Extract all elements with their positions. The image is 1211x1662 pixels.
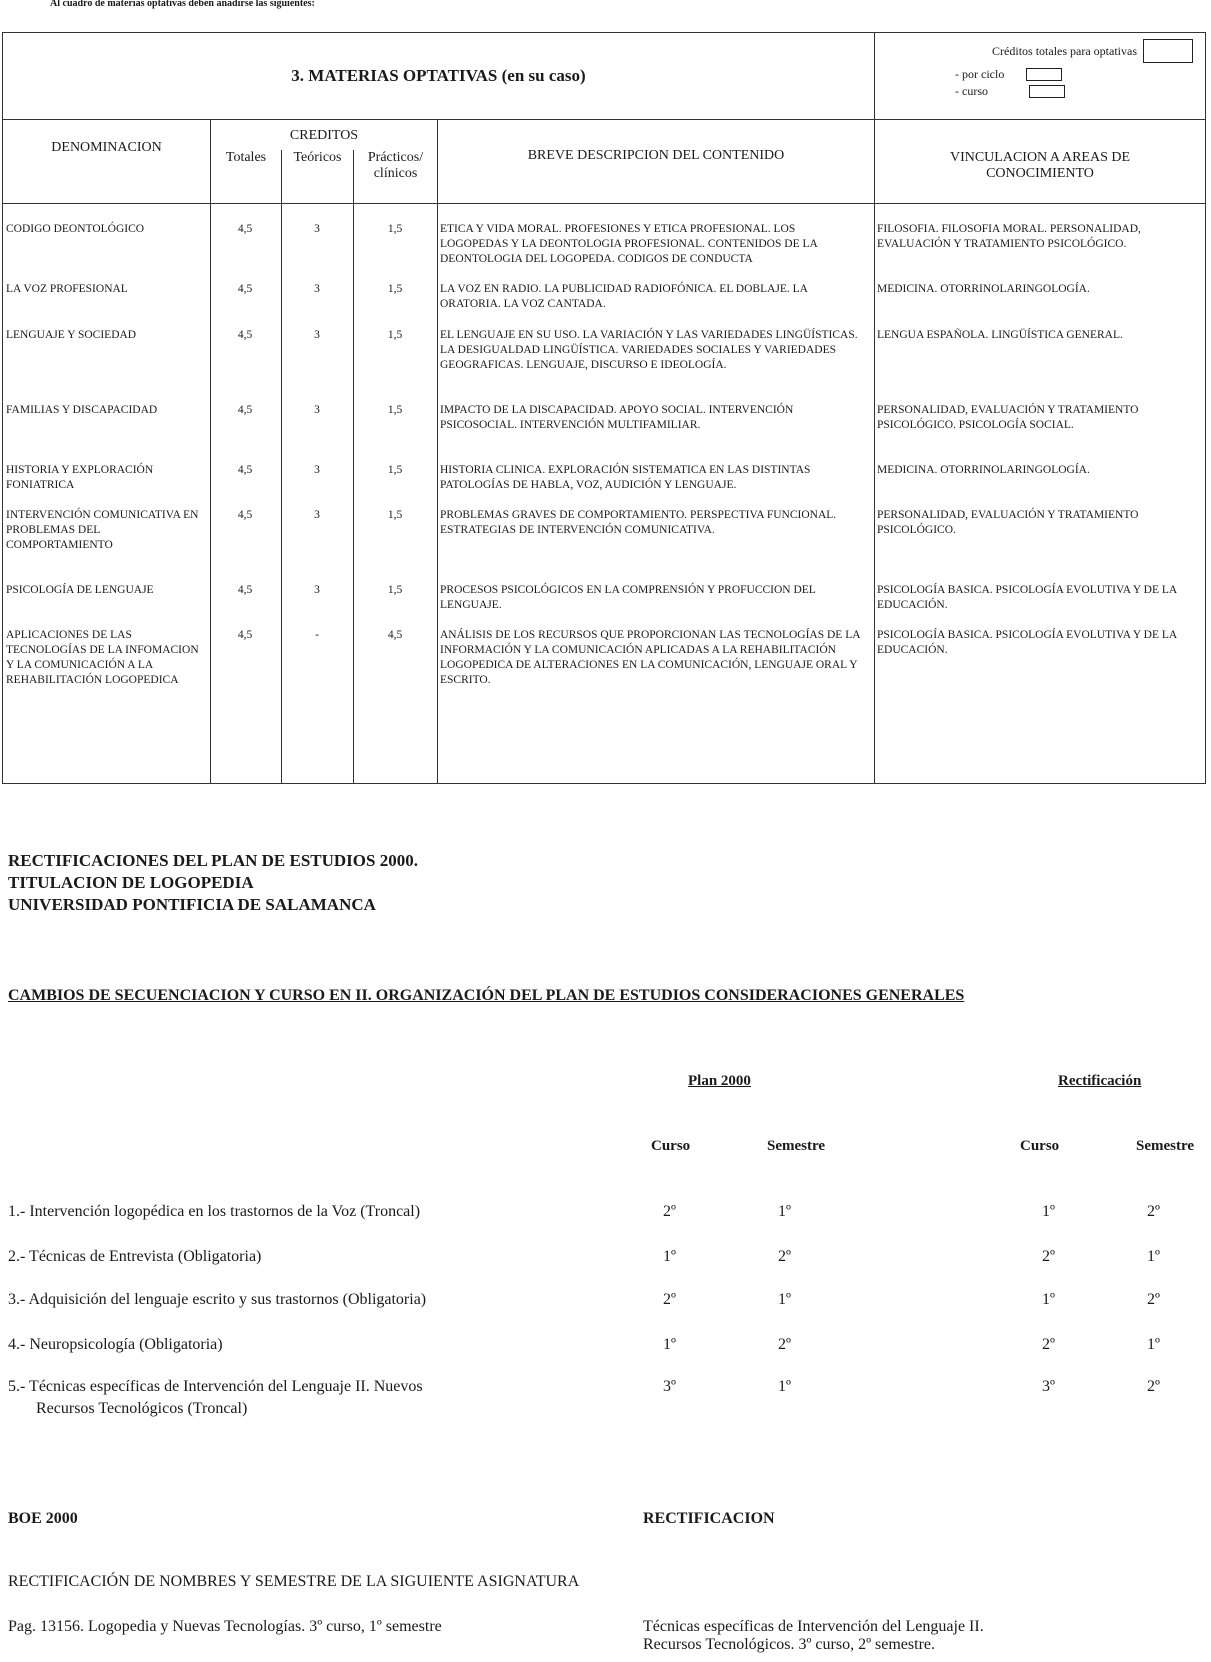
opt-vinculacion-cell: PSICOLOGÍA BASICA. PSICOLOGÍA EVOLUTIVA Y DE LA EDUCACIÓN. — [877, 629, 1177, 656]
opt-descripcion-cell: LA VOZ EN RADIO. LA PUBLICIDAD RADIOFÓNICA. EL DOBLAJE. LA ORATORIA. LA VOZ CANTADA. — [440, 283, 808, 310]
cambios-r-curso: 3º — [1042, 1378, 1055, 1395]
opt-teoricos-cell: 3 — [314, 283, 320, 295]
opt-denominacion-cell: FAMILIAS Y DISCAPACIDAD — [6, 404, 158, 416]
cambios-label-line2: Recursos Tecnológicos (Troncal) — [36, 1400, 248, 1417]
creditos-totales-label: Créditos totales para optativas — [992, 43, 1137, 58]
new-name-line2: Recursos Tecnológicos. 3º curso, 2º semestre. — [643, 1636, 935, 1653]
optativas-title: 3. MATERIAS OPTATIVAS (en su caso) — [3, 33, 875, 120]
opt-denominacion-cell: LENGUAJE Y SOCIEDAD — [6, 329, 137, 341]
rectificaciones-line2: TITULACION DE LOGOPEDIA — [8, 873, 254, 892]
curso-input — [1029, 85, 1065, 98]
opt-vinculacion-cell: MEDICINA. OTORRINOLARINGOLOGÍA. — [877, 464, 1090, 476]
cambios-p-curso: 2º — [663, 1291, 676, 1308]
new-name — [643, 1618, 984, 1654]
opt-teoricos-cell: 3 — [314, 223, 320, 235]
cambios-p-curso: 3º — [663, 1378, 676, 1395]
opt-vinculacion-cell: PERSONALIDAD, EVALUACIÓN Y TRATAMIENTO PSICOLÓGICO. PSICOLOGÍA SOCIAL. — [877, 404, 1139, 431]
opt-practicos-cell: 4,5 — [387, 629, 403, 641]
opt-totales-cell: 4,5 — [237, 404, 253, 416]
curso-label: - curso — [955, 84, 988, 98]
cambios-p-curso: 1º — [663, 1248, 676, 1265]
opt-practicos-cell: 1,5 — [387, 283, 403, 295]
opt-teoricos-cell: 3 — [314, 509, 320, 521]
rect-curso-header: Curso — [1020, 1138, 1060, 1154]
opt-totales-cell: 4,5 — [237, 223, 253, 235]
opt-descripcion-cell: ETICA Y VIDA MORAL. PROFESIONES Y ETICA PROFESIONAL. LOS LOGOPEDAS Y LA DEONTOLOGIA PROFESIONAL. CONTENIDOS DE LA DEONTOLOGIA DEL LOGOPEDA. CODIGOS DE CONDUCTA — [440, 223, 818, 265]
nombres-heading: RECTIFICACIÓN DE NOMBRES Y SEMESTRE DE LA SIGUIENTE ASIGNATURA — [8, 1573, 580, 1590]
opt-totales-cell: 4,5 — [237, 509, 253, 521]
cambios-r-curso: 2º — [1042, 1336, 1055, 1353]
cambios-r-curso: 2º — [1042, 1248, 1055, 1265]
header-descripcion: BREVE DESCRIPCION DEL CONTENIDO — [438, 120, 875, 204]
rect-semestre-header: Semestre — [1136, 1138, 1195, 1154]
opt-teoricos-cell: - — [315, 629, 319, 641]
cambios-label: 2.- Técnicas de Entrevista (Obligatoria) — [8, 1248, 262, 1265]
por-ciclo-label: - por ciclo — [955, 67, 1005, 81]
cambios-p-sem: 2º — [778, 1336, 791, 1353]
opt-vinculacion-cell: PERSONALIDAD, EVALUACIÓN Y TRATAMIENTO PSICOLÓGICO. — [877, 509, 1139, 536]
cambios-r-curso: 1º — [1042, 1203, 1055, 1220]
cambios-r-sem: 1º — [1147, 1248, 1160, 1265]
opt-practicos-cell: 1,5 — [387, 509, 403, 521]
cambios-r-sem: 2º — [1147, 1291, 1160, 1308]
cambios-p-sem: 1º — [778, 1203, 791, 1220]
opt-practicos-cell: 1,5 — [387, 329, 403, 341]
header-vinculacion: VINCULACION A AREAS DE CONOCIMIENTO — [875, 120, 1206, 204]
cambios-r-sem: 2º — [1147, 1203, 1160, 1220]
opt-denominacion-cell: PSICOLOGÍA DE LENGUAJE — [6, 584, 154, 596]
plan-2000-label: Plan 2000 — [688, 1073, 751, 1089]
opt-teoricos-cell: 3 — [314, 329, 320, 341]
opt-teoricos-cell: 3 — [314, 584, 320, 596]
cambios-p-curso: 1º — [663, 1336, 676, 1353]
boe-label: BOE 2000 — [8, 1510, 78, 1527]
opt-practicos-cell: 1,5 — [387, 464, 403, 476]
opt-descripcion-cell: PROCESOS PSICOLÓGICOS EN LA COMPRENSIÓN Y PROFUCCION DEL LENGUAJE. — [440, 584, 816, 611]
cambios-p-sem: 1º — [778, 1291, 791, 1308]
cambios-r-sem: 1º — [1147, 1336, 1160, 1353]
cambios-label: 4.- Neuropsicología (Obligatoria) — [8, 1336, 223, 1353]
opt-descripcion-cell: HISTORIA CLINICA. EXPLORACIÓN SISTEMATICA EN LAS DISTINTAS PATOLOGÍAS DE HABLA, VOZ, AUDICIÓN Y LENGUAJE. — [440, 464, 811, 491]
cambios-p-sem: 2º — [778, 1248, 791, 1265]
rectificaciones-line1: RECTIFICACIONES DEL PLAN DE ESTUDIOS 2000. — [8, 851, 418, 870]
opt-totales-cell: 4,5 — [237, 329, 253, 341]
rectificacion-col-label: Rectificación — [1058, 1073, 1142, 1089]
opt-teoricos-cell: 3 — [314, 464, 320, 476]
header-teoricos: Teóricos — [282, 150, 354, 204]
opt-teoricos-cell: 3 — [314, 404, 320, 416]
creditos-totales-box — [875, 33, 1206, 120]
opt-vinculacion-cell: FILOSOFIA. FILOSOFIA MORAL. PERSONALIDAD, EVALUACIÓN Y TRATAMIENTO PSICOLÓGICO. — [877, 223, 1141, 250]
plan-semestre-header: Semestre — [767, 1138, 826, 1154]
opt-vinculacion-cell: MEDICINA. OTORRINOLARINGOLOGÍA. — [877, 283, 1090, 295]
opt-practicos-cell: 1,5 — [387, 223, 403, 235]
header-totales: Totales — [211, 150, 282, 204]
cambios-p-curso: 2º — [663, 1203, 676, 1220]
rectificacion-label: RECTIFICACION — [643, 1510, 775, 1527]
opt-descripcion-cell: ANÁLISIS DE LOS RECURSOS QUE PROPORCIONAN LAS TECNOLOGÍAS DE LA INFORMACIÓN Y LA COMUNICACIÓN APLICADAS A LA REHABILITACIÓN LOGOPEDICA DE ALTERACIONES EN LA COMUNICACIÓN, LENGUAJE ORAL Y ESCRITO. — [440, 629, 860, 686]
opt-denominacion-cell: LA VOZ PROFESIONAL — [6, 283, 128, 295]
intro-text: Al cuadro de materias optativas deben añadirse las siguientes: — [50, 0, 315, 9]
opt-vinculacion-cell: LENGUA ESPAÑOLA. LINGÜÍSTICA GENERAL. — [877, 329, 1123, 341]
rectificaciones-heading — [8, 850, 418, 916]
new-name-line1: Técnicas específicas de Intervención del Lenguaje II. — [643, 1618, 984, 1635]
cambios-label: 3.- Adquisición del lenguaje escrito y sus trastornos (Obligatoria) — [8, 1291, 427, 1308]
opt-denominacion-cell: HISTORIA Y EXPLORACIÓN FONIATRICA — [6, 464, 154, 491]
opt-totales-cell: 4,5 — [237, 584, 253, 596]
opt-denominacion-cell: INTERVENCIÓN COMUNICATIVA EN PROBLEMAS DEL COMPORTAMIENTO — [6, 509, 199, 551]
opt-descripcion-cell: EL LENGUAJE EN SU USO. LA VARIACIÓN Y LAS VARIEDADES LINGÜÍSTICAS. LA DESIGUALDAD LINGÜÍSTICA. VARIEDADES SOCIALES Y VARIEDADES GEOGRAFICAS. LENGUAJE, DISCURSO E IDEOLOGÍA. — [440, 329, 858, 371]
por-ciclo-input — [1026, 68, 1062, 81]
cambios-r-curso: 1º — [1042, 1291, 1055, 1308]
opt-totales-cell: 4,5 — [237, 464, 253, 476]
header-creditos: CREDITOS — [211, 120, 438, 150]
header-practicos: Prácticos/ clínicos — [354, 150, 438, 204]
cambios-p-sem: 1º — [778, 1378, 791, 1395]
opt-totales-cell: 4,5 — [237, 283, 253, 295]
opt-vinculacion-cell: PSICOLOGÍA BASICA. PSICOLOGÍA EVOLUTIVA Y DE LA EDUCACIÓN. — [877, 584, 1177, 611]
opt-practicos-cell: 1,5 — [387, 584, 403, 596]
opt-denominacion-cell: APLICACIONES DE LAS TECNOLOGÍAS DE LA INFOMACION Y LA COMUNICACIÓN A LA REHABILITACIÓN LOGOPEDICA — [6, 629, 199, 686]
rectificaciones-line3: UNIVERSIDAD PONTIFICIA DE SALAMANCA — [8, 895, 376, 914]
opt-denominacion-cell: CODIGO DEONTOLÓGICO — [6, 223, 145, 235]
cambios-label: 5.- Técnicas específicas de Intervención del Lenguaje II. Nuevos — [8, 1378, 423, 1395]
opt-descripcion-cell: PROBLEMAS GRAVES DE COMPORTAMIENTO. PERSPECTIVA FUNCIONAL. ESTRATEGIAS DE INTERVENCIÓN COMUNICATIVA. — [440, 509, 837, 536]
plan-curso-header: Curso — [651, 1138, 691, 1154]
cambios-label: 1.- Intervención logopédica en los trastornos de la Voz (Troncal) — [8, 1203, 421, 1220]
opt-totales-cell: 4,5 — [237, 629, 253, 641]
opt-practicos-cell: 1,5 — [387, 404, 403, 416]
cambios-heading: CAMBIOS DE SECUENCIACION Y CURSO EN II. ORGANIZACIÓN DEL PLAN DE ESTUDIOS CONSIDERACIONES GENERALES — [8, 987, 965, 1004]
cambios-r-sem: 2º — [1147, 1378, 1160, 1395]
pag-text: Pag. 13156. Logopedia y Nuevas Tecnologías. 3º curso, 1º semestre — [8, 1618, 442, 1635]
header-denominacion: DENOMINACION — [3, 120, 211, 204]
opt-descripcion-cell: IMPACTO DE LA DISCAPACIDAD. APOYO SOCIAL. INTERVENCIÓN PSICOSOCIAL. INTERVENCIÓN MULTIFAMILIAR. — [440, 404, 794, 431]
creditos-totales-input — [1143, 39, 1193, 63]
